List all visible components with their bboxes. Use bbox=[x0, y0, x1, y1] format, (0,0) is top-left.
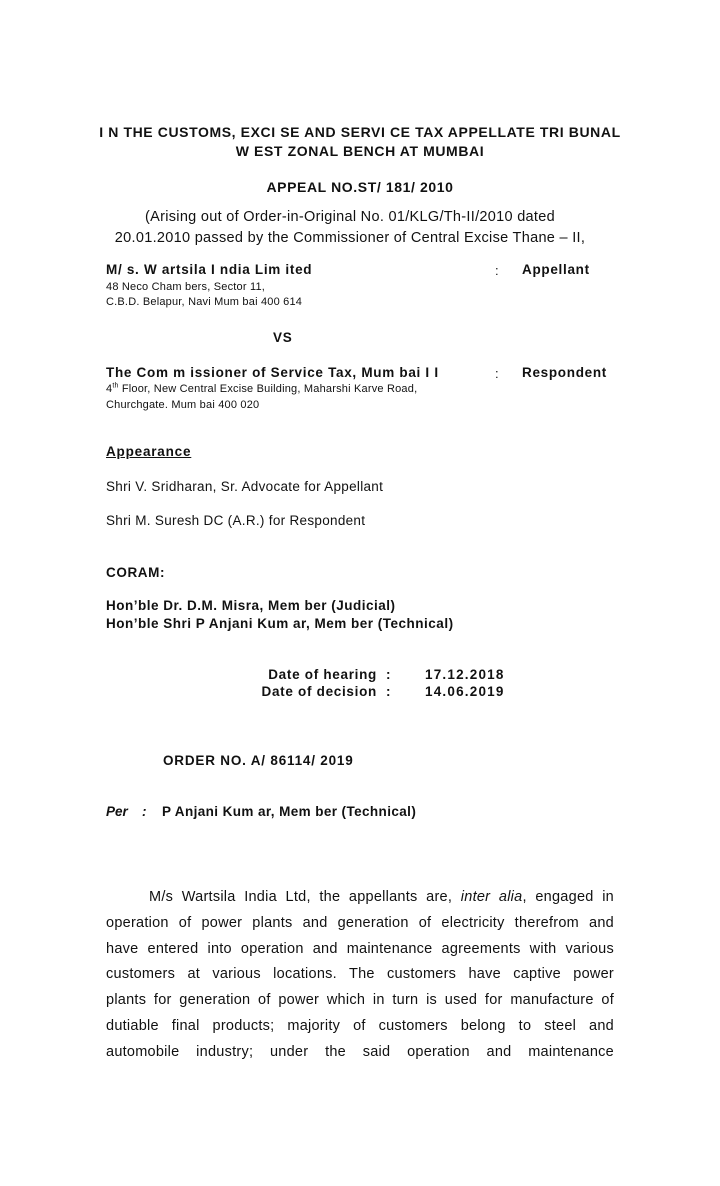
hearing-date-colon: : bbox=[386, 667, 391, 682]
body-line-2: operation of power plants and generation of electricity therefrom and bbox=[106, 914, 614, 931]
arising-line1: (Arising out of Order-in-Original No. 01/KLG/Th-II/2010 dated bbox=[145, 209, 555, 225]
coram-member-technical: Hon’ble Shri P Anjani Kum ar, Mem ber (Technical) bbox=[106, 616, 454, 631]
per-author: P Anjani Kum ar, Mem ber (Technical) bbox=[162, 804, 417, 819]
body-line-5: plants for generation of power which in turn is used for manufacture of bbox=[106, 992, 614, 1009]
body-line-3: have entered into operation and maintenance agreements with various bbox=[106, 940, 614, 957]
respondent-name: The Com m issioner of Service Tax, Mum bai I I bbox=[106, 365, 439, 380]
tribunal-title-line2: W EST ZONAL BENCH AT MUMBAI bbox=[235, 143, 485, 159]
body-line-1 bbox=[106, 885, 614, 911]
respondent-floor-suffix: th bbox=[112, 382, 119, 390]
coram-heading: CORAM: bbox=[106, 565, 166, 580]
respondent-floor-number: 4 bbox=[106, 383, 113, 395]
decision-date-value: 14.06.2019 bbox=[425, 684, 505, 699]
tribunal-title-line1: I N THE CUSTOMS, EXCI SE AND SERVI CE TAX APPELLATE TRI BUNAL bbox=[99, 124, 621, 140]
appellant-counsel: Shri V. Sridharan, Sr. Advocate for Appellant bbox=[106, 479, 384, 494]
appellant-address-line2: C.B.D. Belapur, Navi Mum bai 400 614 bbox=[106, 296, 303, 308]
appellant-name: M/ s. W artsila I ndia Lim ited bbox=[106, 262, 313, 277]
respondent-address-line1 bbox=[106, 383, 417, 395]
respondent-counsel: Shri M. Suresh DC (A.R.) for Respondent bbox=[106, 513, 366, 528]
decision-date-colon: : bbox=[386, 684, 391, 699]
body-line-1-italic: inter alia bbox=[460, 889, 523, 905]
appeal-number: APPEAL NO.ST/ 181/ 2010 bbox=[266, 179, 454, 195]
appellant-colon: : bbox=[495, 263, 499, 278]
respondent-address-line1-text: Floor, New Central Excise Building, Maharshi Karve Road, bbox=[118, 383, 418, 395]
versus-label: VS bbox=[273, 330, 293, 345]
appellant-role: Appellant bbox=[522, 262, 590, 277]
body-line-7: automobile industry; under the said operation and maintenance bbox=[106, 1043, 614, 1060]
per-colon: : bbox=[142, 804, 147, 819]
order-body-paragraph bbox=[106, 885, 614, 1066]
arising-line2: 20.01.2010 passed by the Commissioner of Central Excise Thane – II, bbox=[114, 230, 586, 246]
body-line-4: customers at various locations. The customers have captive power bbox=[106, 966, 614, 983]
respondent-colon: : bbox=[495, 366, 499, 381]
order-number: ORDER NO. A/ 86114/ 2019 bbox=[163, 753, 354, 768]
hearing-date-value: 17.12.2018 bbox=[425, 667, 505, 682]
decision-date-label: Date of decision bbox=[261, 684, 377, 699]
appearance-heading: Appearance bbox=[106, 444, 192, 459]
body-line-1-start: M/s Wartsila India Ltd, the appellants are, bbox=[149, 889, 461, 905]
coram-member-judicial: Hon’ble Dr. D.M. Misra, Mem ber (Judicial) bbox=[106, 598, 396, 613]
per-label: Per bbox=[106, 804, 128, 819]
appellant-address-line1: 48 Neco Cham bers, Sector 11, bbox=[106, 281, 266, 293]
respondent-address-line2: Churchgate. Mum bai 400 020 bbox=[106, 399, 260, 411]
respondent-role: Respondent bbox=[522, 365, 608, 380]
body-line-1-end: , engaged in bbox=[522, 889, 614, 905]
hearing-date-label: Date of hearing bbox=[268, 667, 377, 682]
body-line-6: dutiable final products; majority of customers belong to steel and bbox=[106, 1017, 614, 1034]
